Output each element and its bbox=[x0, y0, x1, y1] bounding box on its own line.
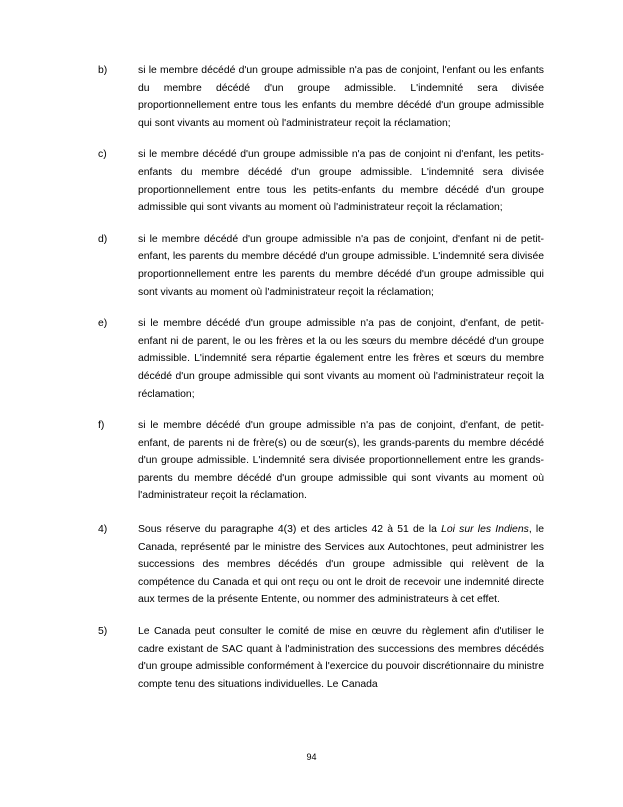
clause-text-c: si le membre décédé d'un groupe admissible n'a pas de conjoint ni d'enfant, les petits-enfants du membre décédé d'un groupe admissible. L'indemnité sera divisée proportionnellement entre tous les petits-enfants du membre décédé d'un groupe admissible qui sont vivants au moment où l'administrateur reçoit la réclamation; bbox=[138, 149, 544, 214]
clause-text-e: si le membre décédé d'un groupe admissible n'a pas de conjoint, d'enfant, de petit-enfant ni de parent, le ou les frères et la ou les sœurs du membre décédé d'un groupe admissible. L'indemnité sera répartie également entre les frères et sœurs du membre décédé d'un groupe admissible qui sont vivants au moment où l'administrateur reçoit la réclamation; bbox=[138, 318, 544, 400]
numbered-text-4 bbox=[138, 521, 544, 609]
numbered-text-4-part2: , le Canada, représenté par le ministre des Services aux Autochtones, peut administrer les successions des membres décédés d'un groupe admissible qui relèvent de la compétence du Canada et qui ont reçu ou ont le droit de recevoir une indemnité directe aux termes de la présente Entente, ou nommer des administrateurs à cet effet. bbox=[138, 524, 544, 606]
clause-text-f: si le membre décédé d'un groupe admissible n'a pas de conjoint, d'enfant, de petit-enfant, de parents ni de frère(s) ou de sœur(s), les grands-parents du membre décédé d'un groupe admissible. L'indemnité sera divisée proportionnellement entre les grands-parents du membre décédé d'un groupe admissible qui sont vivants au moment où l'administrateur reçoit la réclamation. bbox=[138, 420, 544, 502]
clause-item-d bbox=[98, 231, 544, 301]
numbered-label-4: 4) bbox=[98, 524, 108, 536]
numbered-item-4 bbox=[98, 521, 544, 609]
clause-label-e: e) bbox=[98, 318, 108, 330]
clause-label-b: b) bbox=[98, 65, 108, 76]
clause-item-c bbox=[98, 146, 544, 216]
clause-label-c: c) bbox=[98, 149, 107, 161]
numbered-item-5 bbox=[98, 623, 544, 693]
clause-text-d: si le membre décédé d'un groupe admissible n'a pas de conjoint, d'enfant ni de petit-enfant, les parents du membre décédé d'un groupe admissible. L'indemnité sera divisée proportionnellement entre les parents du membre décédé d'un groupe admissible qui sont vivants au moment où l'administrateur reçoit la réclamation; bbox=[138, 233, 544, 298]
clause-text-b: si le membre décédé d'un groupe admissible n'a pas de conjoint, l'enfant ou les enfants du membre décédé d'un groupe admissible. L'indemnité sera divisée proportionnellement entre tous les enfants du membre décédé d'un groupe admissible qui sont vivants au moment où l'administrateur reçoit la réclamation; bbox=[138, 65, 544, 129]
clause-item-e bbox=[98, 315, 544, 403]
numbered-text-5: Le Canada peut consulter le comité de mise en œuvre du règlement afin d'utiliser le cadre existant de SAC quant à l'administration des successions des membres décédés d'un groupe admissible conformément à l'exercice du pouvoir discrétionnaire du ministre compte tenu des situations individuelles. Le Canada bbox=[138, 626, 544, 690]
clause-label-d: d) bbox=[98, 233, 108, 245]
page-content bbox=[98, 62, 544, 707]
clause-label-f: f) bbox=[98, 420, 105, 432]
numbered-text-4-part1: Sous réserve du paragraphe 4(3) et des articles 42 à 51 de la bbox=[138, 524, 442, 536]
clause-item-b bbox=[98, 62, 544, 132]
numbered-label-5: 5) bbox=[98, 626, 108, 638]
clause-item-f bbox=[98, 417, 544, 505]
numbered-text-4-italic: Loi sur les Indiens bbox=[441, 524, 529, 536]
lettered-clause-list bbox=[98, 62, 544, 505]
page-number: 94 bbox=[306, 752, 317, 762]
